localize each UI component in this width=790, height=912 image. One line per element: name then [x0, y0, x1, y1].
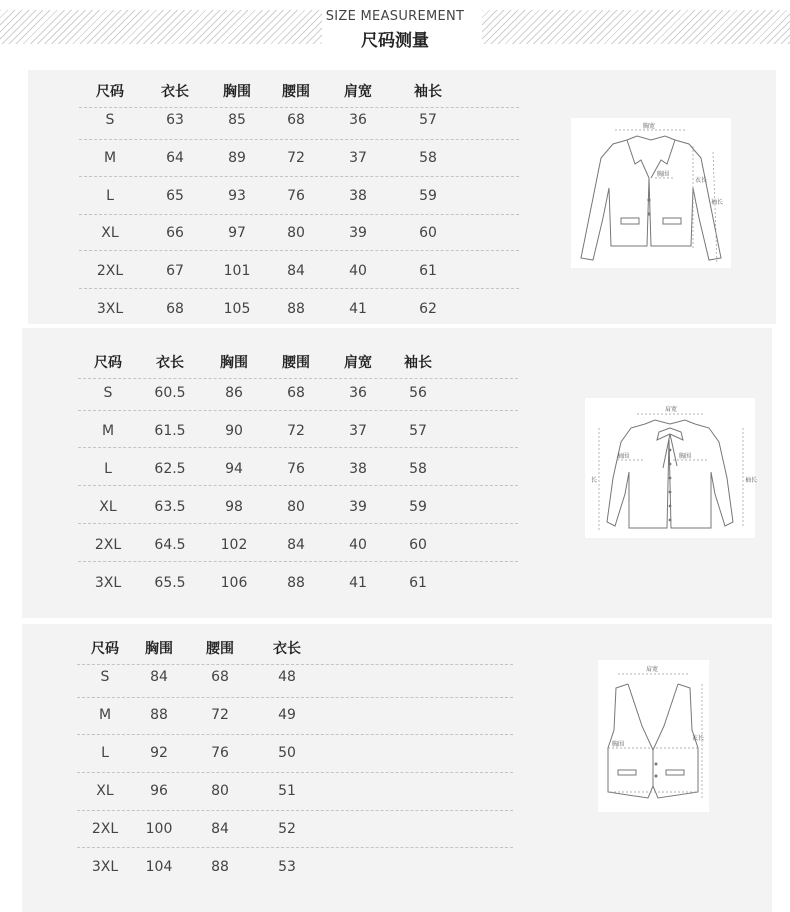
table-1-header-cell: 胸围 — [223, 84, 251, 100]
table-2-cell: 40 — [349, 537, 367, 553]
table-1-cell: 105 — [223, 301, 251, 317]
table-2-header-cell: 袖长 — [404, 355, 432, 371]
row-divider — [79, 250, 519, 251]
row-divider — [79, 176, 519, 177]
table-2-header-cell: 腰围 — [282, 355, 310, 371]
table-2-cell: 41 — [349, 575, 367, 591]
table-2-cell: 61.5 — [154, 423, 186, 439]
table-1-cell: 40 — [349, 263, 367, 279]
row-divider — [79, 139, 519, 140]
table-2-cell: 98 — [225, 499, 243, 515]
table-2-cell: 59 — [409, 499, 427, 515]
row-divider — [78, 378, 518, 379]
table-2-cell: 72 — [287, 423, 305, 439]
table-2-cell: 39 — [349, 499, 367, 515]
table-1-cell: XL — [101, 225, 119, 241]
table-2-header-cell: 衣长 — [156, 355, 184, 371]
table-2-cell: 60 — [409, 537, 427, 553]
table-3-cell: 80 — [211, 783, 229, 799]
vest-label-1: 胸围 — [612, 741, 625, 748]
table-3-cell: 48 — [278, 669, 296, 685]
table-2-cell: L — [104, 461, 112, 477]
table-1-header-cell: 袖长 — [414, 84, 442, 100]
jacket-label-3: 袖长 — [711, 199, 724, 206]
table-1-header-cell: 尺码 — [96, 84, 124, 100]
table-1-cell: 64 — [166, 150, 184, 166]
row-divider — [79, 288, 519, 289]
table-1-cell: 59 — [419, 188, 437, 204]
table-2-cell: 76 — [287, 461, 305, 477]
table-3-cell: 72 — [211, 707, 229, 723]
table-2-cell: 64.5 — [154, 537, 186, 553]
row-divider — [77, 810, 513, 811]
vest-figure — [598, 660, 709, 812]
jacket-label-2: 衣长 — [695, 177, 708, 184]
table-3-cell: 84 — [150, 669, 168, 685]
table-1-cell: 62 — [419, 301, 437, 317]
title-cn: 尺码测量 — [361, 31, 429, 51]
table-3-cell: 3XL — [91, 859, 119, 875]
table-2-cell: S — [103, 385, 113, 401]
table-2-cell: 84 — [287, 537, 305, 553]
table-2-header-cell: 胸围 — [220, 355, 248, 371]
table-2-cell: 56 — [409, 385, 427, 401]
table-1-header-cell: 肩宽 — [344, 84, 372, 100]
table-2-cell: 106 — [220, 575, 248, 591]
table-1-cell: 72 — [287, 150, 305, 166]
table-2-cell: 58 — [409, 461, 427, 477]
table-1-cell: 88 — [287, 301, 305, 317]
table-1-cell: 85 — [228, 112, 246, 128]
table-1-cell: 89 — [228, 150, 246, 166]
row-divider — [77, 664, 513, 665]
table-3-cell: 96 — [150, 783, 168, 799]
vest-label-0: 肩宽 — [646, 666, 659, 673]
table-2-cell: 2XL — [94, 537, 122, 553]
table-1-cell: 97 — [228, 225, 246, 241]
table-3-cell: 88 — [211, 859, 229, 875]
row-divider — [77, 697, 513, 698]
table-1-cell: 38 — [349, 188, 367, 204]
table-2-cell: 102 — [220, 537, 248, 553]
table-1-cell: 67 — [166, 263, 184, 279]
table-2-cell: M — [101, 423, 115, 439]
table-2-header-cell: 尺码 — [94, 355, 122, 371]
table-3-cell: L — [101, 745, 109, 761]
blouse-label-0: 肩宽 — [665, 406, 678, 413]
table-3-cell: 52 — [278, 821, 296, 837]
table-1-cell: 68 — [166, 301, 184, 317]
jacket-label-0: 胸宽 — [643, 123, 656, 130]
size-panel-2 — [22, 328, 772, 618]
table-3-cell: M — [98, 707, 112, 723]
size-panel-1 — [28, 70, 776, 324]
table-3-cell: 88 — [150, 707, 168, 723]
table-2-cell: 63.5 — [154, 499, 186, 515]
table-3-cell: 84 — [211, 821, 229, 837]
table-3-cell: 51 — [278, 783, 296, 799]
row-divider — [78, 523, 518, 524]
table-3-cell: 100 — [145, 821, 173, 837]
table-1-cell: S — [105, 112, 115, 128]
table-2-cell: 57 — [409, 423, 427, 439]
table-2-cell: 62.5 — [154, 461, 186, 477]
table-3-header-cell: 衣长 — [273, 641, 301, 657]
table-2-cell: 94 — [225, 461, 243, 477]
row-divider — [77, 772, 513, 773]
table-1-cell: 63 — [166, 112, 184, 128]
row-divider — [79, 107, 519, 108]
jacket-diagram-icon — [571, 118, 731, 268]
table-1-cell: 61 — [419, 263, 437, 279]
row-divider — [79, 214, 519, 215]
row-divider — [77, 734, 513, 735]
row-divider — [78, 485, 518, 486]
table-2-cell: 68 — [287, 385, 305, 401]
table-1-cell: M — [103, 150, 117, 166]
table-2-cell: 86 — [225, 385, 243, 401]
blouse-label-4: 袖长 — [745, 477, 758, 484]
title-en: SIZE MEASUREMENT — [325, 9, 465, 24]
table-1-cell: 66 — [166, 225, 184, 241]
size-panel-3 — [22, 624, 772, 912]
table-1-cell: 76 — [287, 188, 305, 204]
row-divider — [78, 447, 518, 448]
table-3-cell: 68 — [211, 669, 229, 685]
table-3-cell: 104 — [145, 859, 173, 875]
row-divider — [77, 847, 513, 848]
table-2-cell: 90 — [225, 423, 243, 439]
table-2-cell: 38 — [349, 461, 367, 477]
row-divider — [78, 561, 518, 562]
table-2-cell: 88 — [287, 575, 305, 591]
table-3-cell: 50 — [278, 745, 296, 761]
table-2-cell: 61 — [409, 575, 427, 591]
table-3-header-cell: 尺码 — [91, 641, 119, 657]
table-3-cell: S — [100, 669, 110, 685]
table-3-cell: 2XL — [91, 821, 119, 837]
table-2-cell: 3XL — [94, 575, 122, 591]
table-3-cell: 49 — [278, 707, 296, 723]
table-1-cell: 60 — [419, 225, 437, 241]
blouse-label-3: 长 — [591, 477, 598, 484]
table-1-cell: 101 — [223, 263, 251, 279]
table-1-cell: 3XL — [96, 301, 124, 317]
table-2-cell: 65.5 — [154, 575, 186, 591]
jacket-figure — [571, 118, 731, 268]
blouse-label-1: 袖围 — [617, 453, 630, 460]
table-1-cell: 68 — [287, 112, 305, 128]
table-1-cell: 39 — [349, 225, 367, 241]
table-1-cell: 36 — [349, 112, 367, 128]
table-2-cell: XL — [99, 499, 117, 515]
table-1-cell: 58 — [419, 150, 437, 166]
table-2-header-cell: 肩宽 — [344, 355, 372, 371]
row-divider — [78, 410, 518, 411]
vest-diagram-icon — [598, 660, 709, 812]
table-1-cell: 2XL — [96, 263, 124, 279]
jacket-label-1: 胸围 — [657, 171, 670, 178]
table-1-cell: 93 — [228, 188, 246, 204]
table-2-cell: 80 — [287, 499, 305, 515]
table-2-cell: 36 — [349, 385, 367, 401]
blouse-figure — [585, 398, 758, 538]
table-1-cell: 37 — [349, 150, 367, 166]
table-1-header-cell: 腰围 — [282, 84, 310, 100]
table-1-cell: 57 — [419, 112, 437, 128]
blouse-diagram-icon — [585, 398, 758, 538]
table-3-cell: 76 — [211, 745, 229, 761]
table-3-cell: XL — [96, 783, 114, 799]
vest-label-2: 衣长 — [692, 735, 705, 742]
table-1-cell: 84 — [287, 263, 305, 279]
table-3-cell: 53 — [278, 859, 296, 875]
table-1-cell: L — [106, 188, 114, 204]
table-1-cell: 80 — [287, 225, 305, 241]
table-3-header-cell: 胸围 — [145, 641, 173, 657]
table-1-header-cell: 衣长 — [161, 84, 189, 100]
table-2-cell: 37 — [349, 423, 367, 439]
table-1-cell: 41 — [349, 301, 367, 317]
table-1-cell: 65 — [166, 188, 184, 204]
table-2-cell: 60.5 — [154, 385, 186, 401]
blouse-label-2: 胸围 — [679, 453, 692, 460]
table-3-cell: 92 — [150, 745, 168, 761]
table-3-header-cell: 腰围 — [206, 641, 234, 657]
